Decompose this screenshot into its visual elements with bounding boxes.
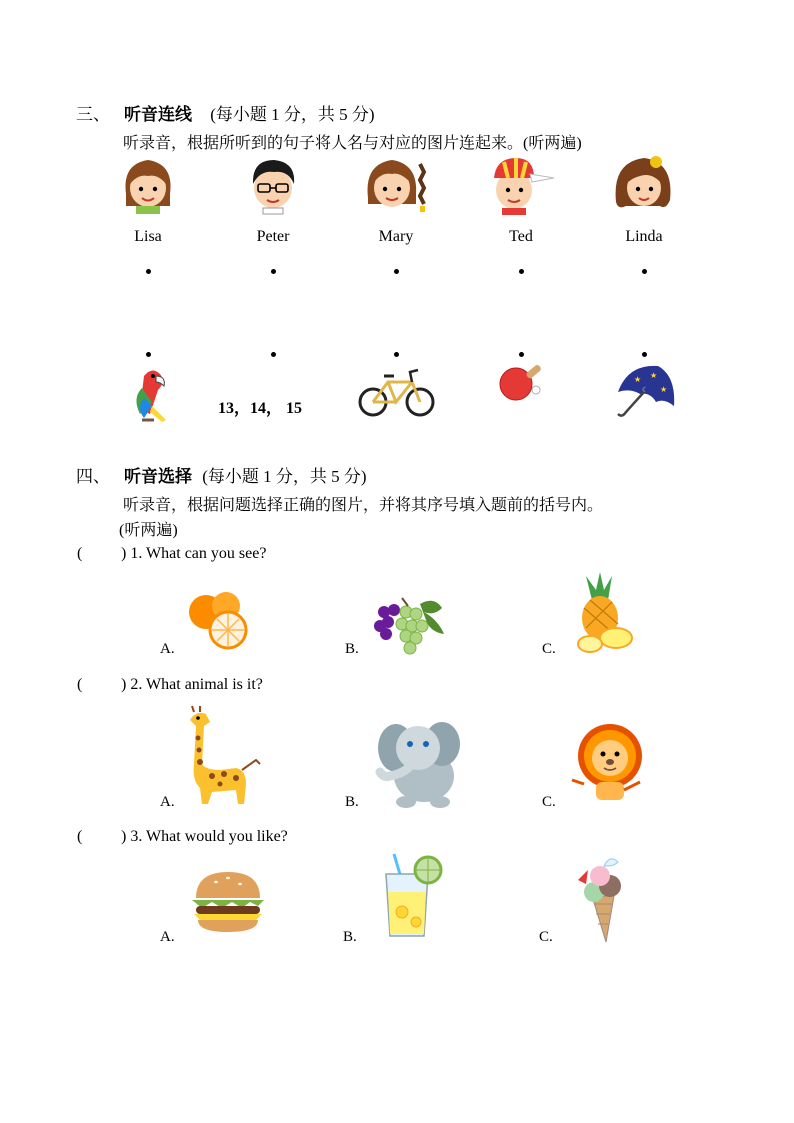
name-ted: Ted [509, 228, 533, 245]
parrot-image [122, 362, 174, 424]
ice-cream-image[interactable] [574, 852, 630, 944]
answer-bracket[interactable]: ( [77, 828, 83, 845]
section3-heading [76, 100, 375, 125]
section4-number: 四、 [76, 467, 110, 486]
option-a-label[interactable]: A. [160, 929, 175, 945]
linda-face-image [612, 154, 676, 216]
match-dot-bottom[interactable] [271, 352, 276, 357]
grapes-image[interactable] [372, 590, 448, 656]
match-dot-bottom[interactable] [519, 352, 524, 357]
section3-title: 听音连线 [124, 105, 192, 124]
option-b-label[interactable]: B. [345, 641, 359, 657]
pineapple-image[interactable] [572, 572, 636, 660]
umbrella-image [614, 362, 678, 420]
match-dot-bottom[interactable] [642, 352, 647, 357]
hamburger-image[interactable] [188, 868, 268, 936]
svg-text:★: ★ [660, 385, 668, 394]
answer-bracket[interactable]: ( [77, 676, 83, 693]
question-3-text: ) 3. What would you like? [121, 828, 288, 845]
bicycle-image [358, 366, 436, 420]
giraffe-image[interactable] [176, 704, 262, 808]
elephant-image[interactable] [370, 710, 466, 810]
match-dot-top[interactable] [642, 269, 647, 274]
match-dot-top[interactable] [146, 269, 151, 274]
section3-number: 三、 [76, 105, 110, 124]
section3-instruction: 听录音，根据所听到的句子将人名与对应的图片连起来。(听两遍) [123, 135, 582, 152]
ping-pong-paddle-image [496, 360, 546, 408]
option-a-label[interactable]: A. [160, 794, 175, 810]
name-peter: Peter [256, 228, 290, 245]
match-dot-top[interactable] [271, 269, 276, 274]
svg-text:★: ★ [634, 375, 642, 384]
option-b-label[interactable]: B. [343, 929, 357, 945]
match-dot-bottom[interactable] [394, 352, 399, 357]
question-1-text: ) 1. What can you see? [121, 545, 267, 562]
match-dot-top[interactable] [394, 269, 399, 274]
option-c-label[interactable]: C. [542, 641, 556, 657]
lion-image[interactable] [568, 720, 648, 806]
section3-points: (每小题 1 分，共 5 分) [210, 105, 375, 124]
name-lisa: Lisa [134, 228, 162, 245]
match-dot-bottom[interactable] [146, 352, 151, 357]
svg-text:★: ★ [650, 371, 658, 380]
oranges-image[interactable] [184, 588, 250, 652]
name-linda: Linda [625, 228, 663, 245]
option-a-label[interactable]: A. [160, 641, 175, 657]
mary-face-image [362, 154, 434, 216]
ted-face-image [486, 154, 556, 216]
lemonade-image[interactable] [380, 852, 446, 942]
option-c-label[interactable]: C. [539, 929, 553, 945]
answer-bracket[interactable]: ( [77, 545, 83, 562]
section4-instruction-line2: (听两遍) [119, 522, 178, 539]
svg-text:☾: ☾ [642, 386, 649, 394]
question-2-text: ) 2. What animal is it? [121, 676, 263, 693]
section4-title: 听音选择 [124, 467, 192, 486]
option-c-label[interactable]: C. [542, 794, 556, 810]
lisa-face-image [118, 154, 178, 216]
name-mary: Mary [378, 228, 414, 245]
peter-face-image [244, 154, 302, 216]
numbers-text: 13，14， 15 [218, 400, 303, 417]
option-b-label[interactable]: B. [345, 794, 359, 810]
match-dot-top[interactable] [519, 269, 524, 274]
section4-instruction-line1: 听录音，根据问题选择正确的图片，并将其序号填入题前的括号内。 [123, 497, 604, 514]
section4-points: (每小题 1 分，共 5 分) [202, 467, 367, 486]
section4-heading [76, 462, 367, 487]
